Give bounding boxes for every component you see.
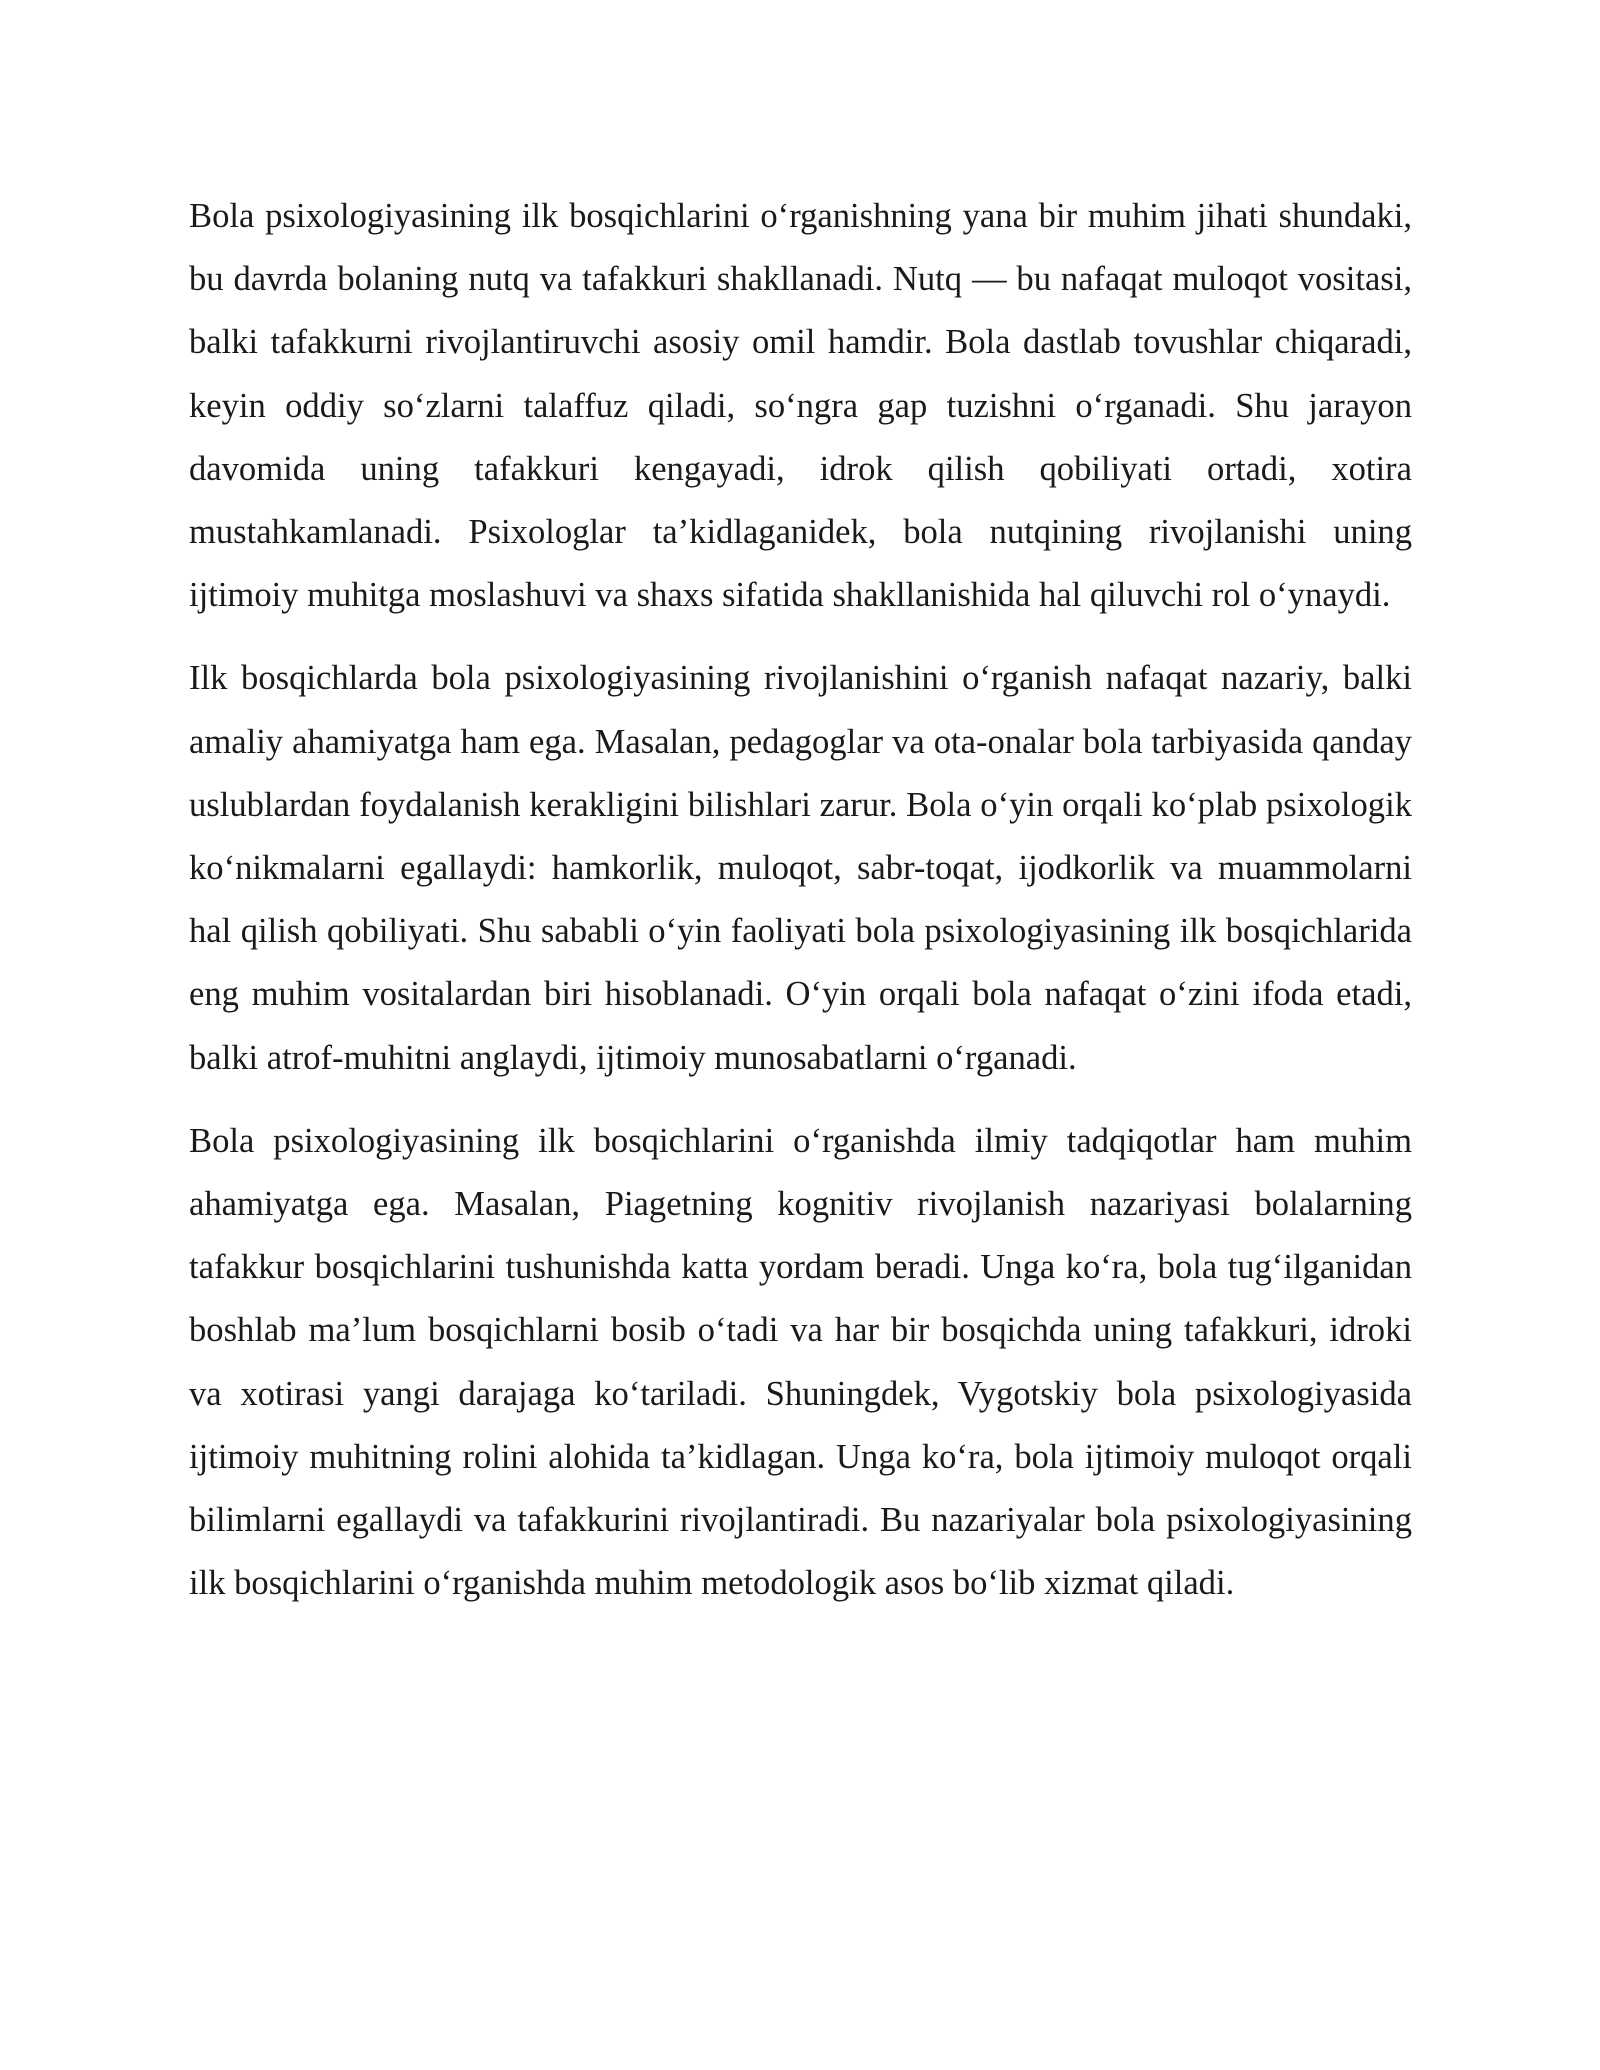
- paragraph-1: Bola psixologiyasining ilk bosqichlarini o‘rganishning yana bir muhim jihati shundaki, bu davrda bolaning nutq va tafakkuri shakllanadi. Nutq — bu nafaqat muloqot vositasi, balki tafakkurni rivojlantiruvchi asosiy omil hamdir. Bola dastlab tovushlar chiqaradi, keyin oddiy so‘zlarni talaffuz qiladi, so‘ngra gap tuzishni o‘rganadi. Shu jarayon davomida uning tafakkuri kengayadi, idrok qilish qobiliyati ortadi, xotira mustahkamlanadi. Psixologlar ta’kidlaganidek, bola nutqining rivojlanishi uning ijtimoiy muhitga moslashuvi va shaxs sifatida shakllanishida hal qiluvchi rol o‘ynaydi.: [189, 197, 1412, 615]
- document-body: [189, 185, 1412, 1635]
- paragraph-3: Bola psixologiyasining ilk bosqichlarini o‘rganishda ilmiy tadqiqotlar ham muhim ahamiyatga ega. Masalan, Piagetning kognitiv rivojlanish nazariyasi bolalarning tafakkur bosqichlarini tushunishda katta yordam beradi. Unga ko‘ra, bola tug‘ilganidan boshlab ma’lum bosqichlarni bosib o‘tadi va har bir bosqichda uning tafakkuri, idroki va xotirasi yangi darajaga ko‘tariladi. Shuningdek, Vygotskiy bola psixologiyasida ijtimoiy muhitning rolini alohida ta’kidlagan. Unga ko‘ra, bola ijtimoiy muloqot orqali bilimlarni egallaydi va tafakkurini rivojlantiradi. Bu nazariyalar bola psixologiyasining ilk bosqichlarini o‘rganishda muhim metodologik asos bo‘lib xizmat qiladi.: [189, 1121, 1412, 1603]
- paragraph-2: Ilk bosqichlarda bola psixologiyasining rivojlanishini o‘rganish nafaqat nazariy, balki amaliy ahamiyatga ham ega. Masalan, pedagoglar va ota-onalar bola tarbiyasida qanday uslublardan foydalanish kerakligini bilishlari zarur. Bola o‘yin orqali ko‘plab psixologik ko‘nikmalarni egallaydi: hamkorlik, muloqot, sabr-toqat, ijodkorlik va muammolarni hal qilish qobiliyati. Shu sababli o‘yin faoliyati bola psixologiyasining ilk bosqichlarida eng muhim vositalardan biri hisoblanadi. O‘yin orqali bola nafaqat o‘zini ifoda etadi, balki atrof-muhitni anglaydi, ijtimoiy munosabatlarni o‘rganadi.: [189, 659, 1412, 1077]
